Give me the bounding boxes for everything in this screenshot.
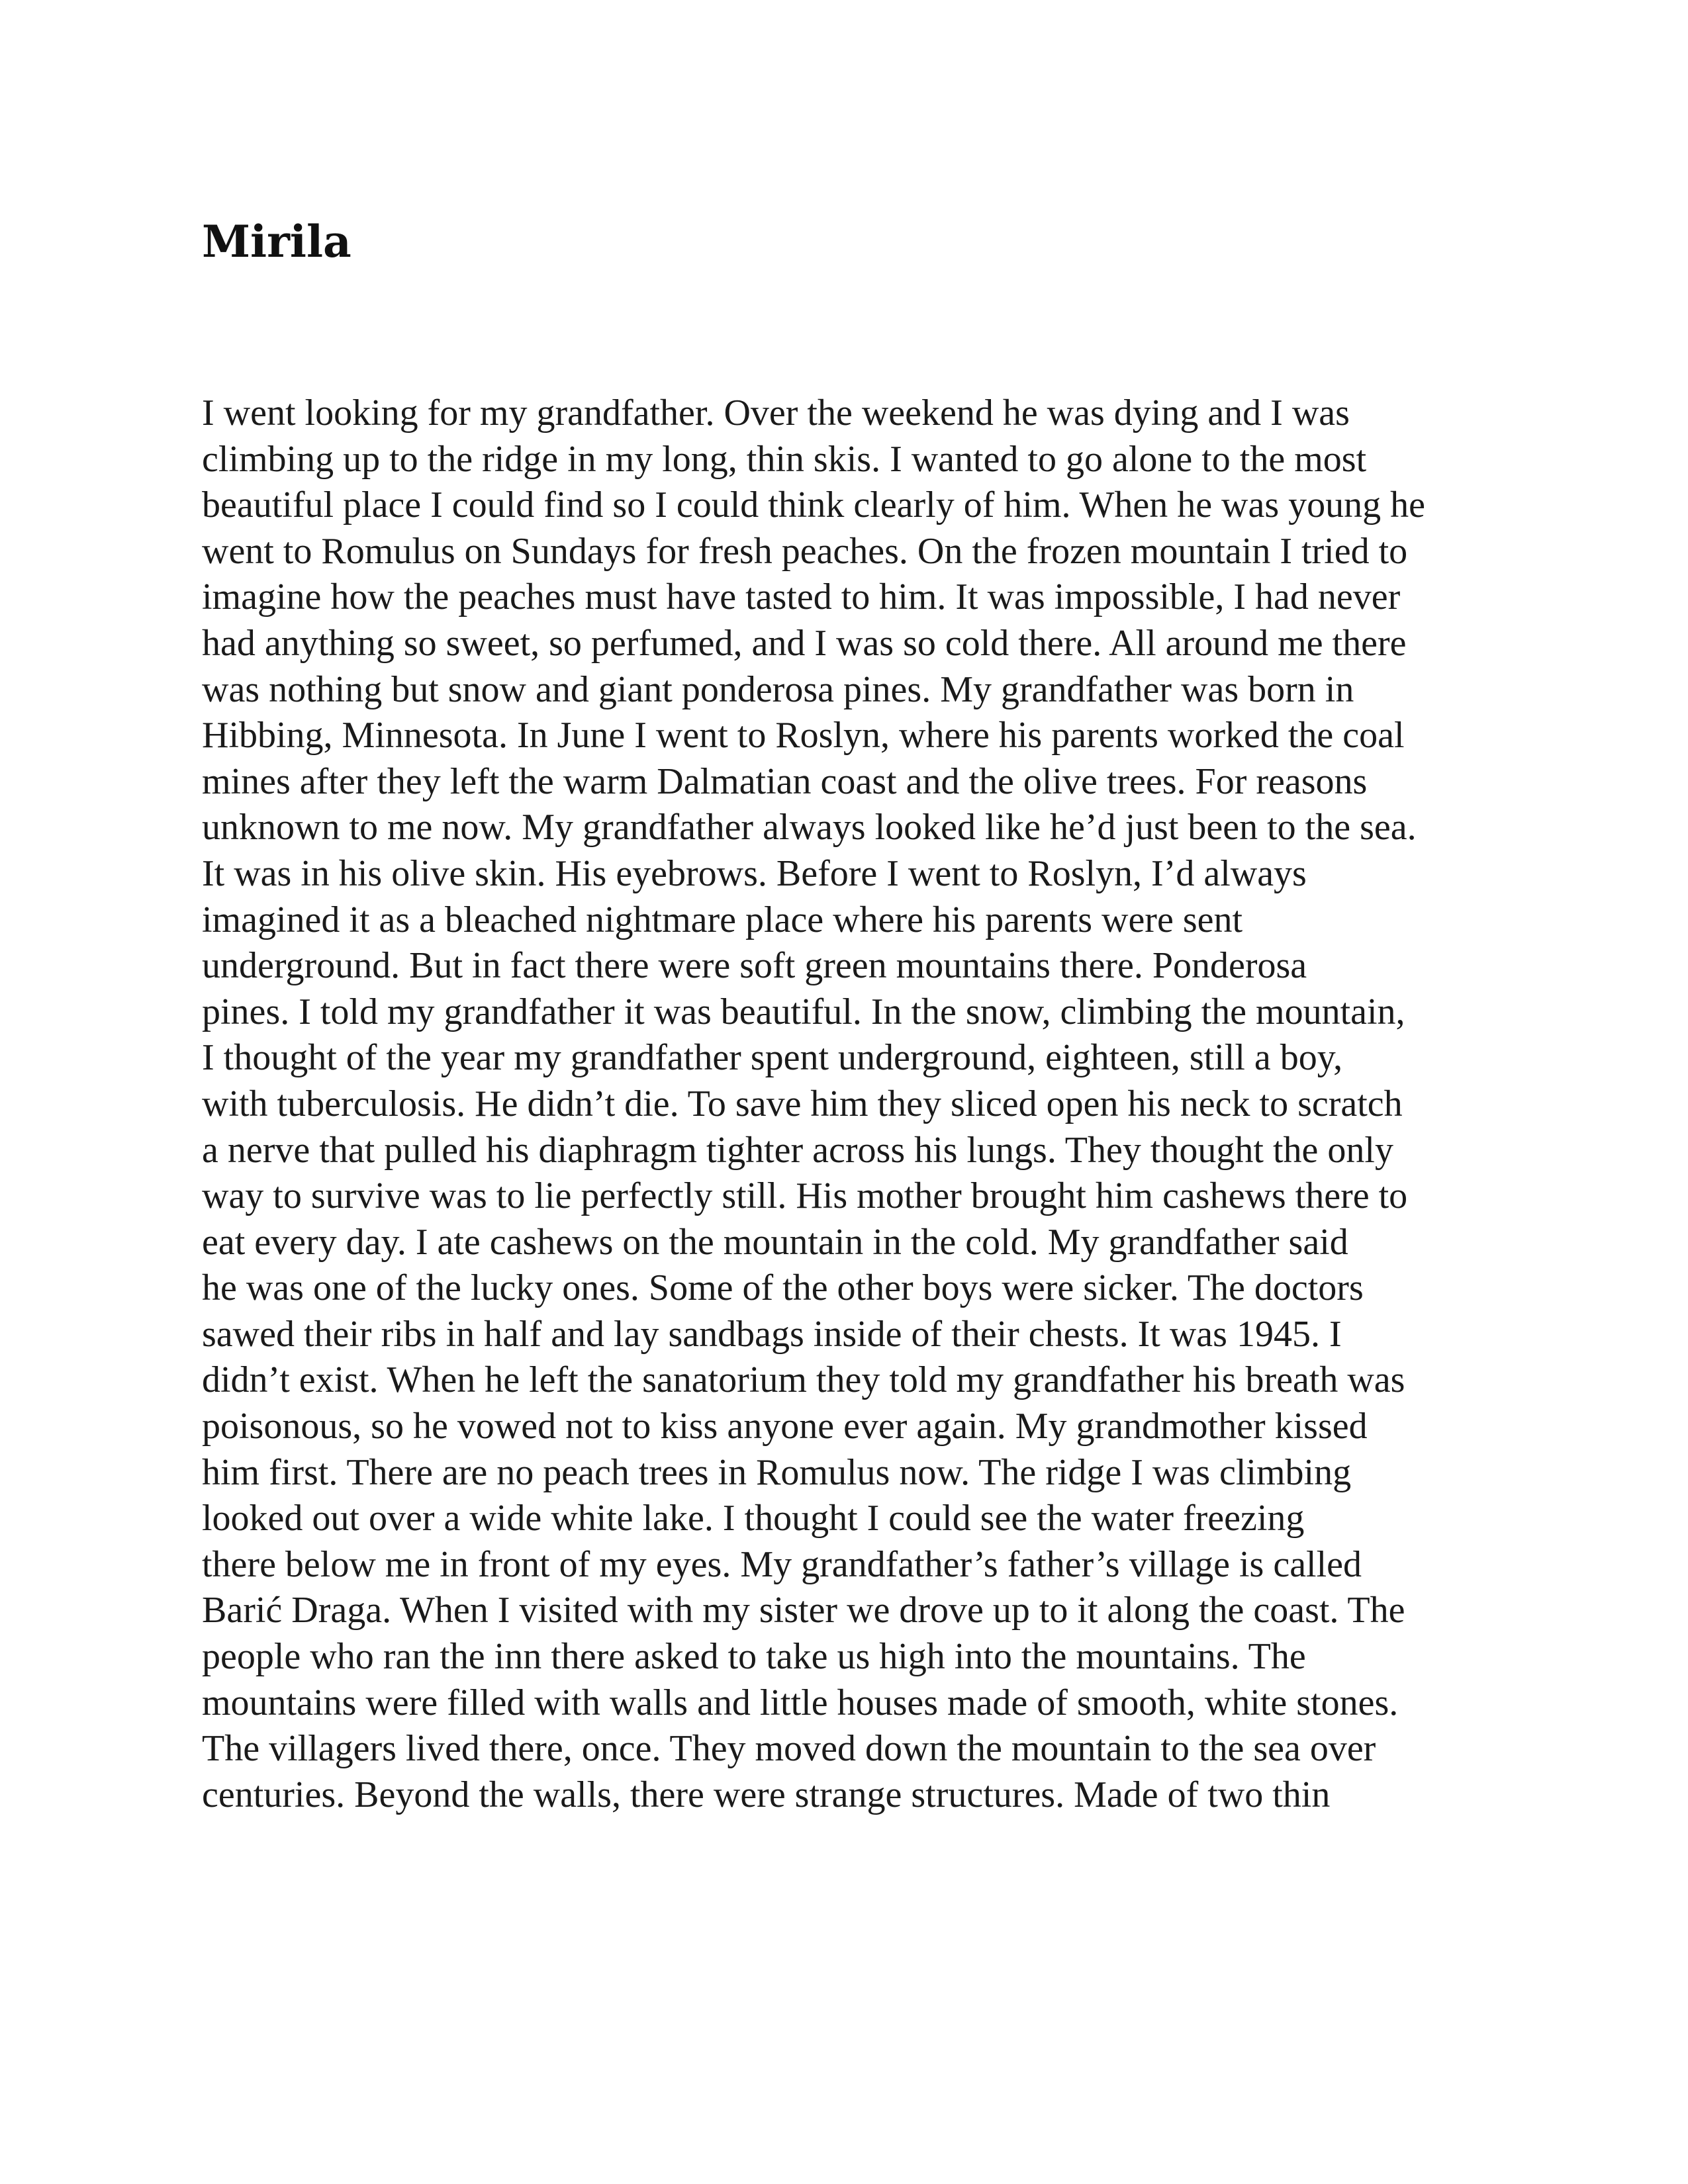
text-line: him first. There are no peach trees in Romulus now. The ridge I was climbing [202,1451,1352,1493]
text-line: Barić Draga. When I visited with my sister we drove up to it along the coast. The [202,1590,1405,1631]
text-line: looked out over a wide white lake. I thought I could see the water freezing [202,1498,1305,1539]
text-line: mountains were filled with walls and little houses made of smooth, white stones. [202,1682,1399,1723]
text-line: I went looking for my grandfather. Over the weekend he was dying and I was [202,392,1350,433]
text-line: mines after they left the warm Dalmatian coast and the olive trees. For reasons [202,760,1368,802]
text-line: centuries. Beyond the walls, there were strange structures. Made of two thin [202,1774,1331,1815]
text-line: people who ran the inn there asked to take us high into the mountains. The [202,1636,1306,1678]
text-line: sawed their ribs in half and lay sandbags inside of their chests. It was 1945. I [202,1313,1342,1355]
text-line: poisonous, so he vowed not to kiss anyone ever again. My grandmother kissed [202,1406,1368,1447]
text-line: The villagers lived there, once. They moved down the mountain to the sea over [202,1728,1376,1770]
text-line: way to survive was to lie perfectly still. His mother brought him cashews there to [202,1175,1408,1217]
text-line: unknown to me now. My grandfather always looked like he’d just been to the sea. [202,807,1417,848]
text-line: imagine how the peaches must have tasted to him. It was impossible, I had never [202,576,1401,618]
text-line: imagined it as a bleached nightmare place where his parents were sent [202,899,1243,940]
text-line: I thought of the year my grandfather spent underground, eighteen, still a boy, [202,1037,1343,1079]
text-line: had anything so sweet, so perfumed, and I was so cold there. All around me there [202,622,1407,664]
text-line: with tuberculosis. He didn’t die. To save him they sliced open his neck to scratch [202,1083,1403,1124]
text-line: a nerve that pulled his diaphragm tighter across his lungs. They thought the only [202,1129,1393,1171]
text-line: Hibbing, Minnesota. In June I went to Roslyn, where his parents worked the coal [202,715,1405,756]
text-line: beautiful place I could find so I could think clearly of him. When he was young he [202,484,1425,526]
text-line: didn’t exist. When he left the sanatorium they told my grandfather his breath was [202,1359,1405,1401]
text-line: there below me in front of my eyes. My grandfather’s father’s village is called [202,1543,1362,1585]
text-line: pines. I told my grandfather it was beautiful. In the snow, climbing the mountain, [202,991,1405,1032]
text-line: climbing up to the ridge in my long, thin skis. I wanted to go alone to the most [202,438,1367,480]
text-line: went to Romulus on Sundays for fresh peaches. On the frozen mountain I tried to [202,530,1408,572]
text-line: he was one of the lucky ones. Some of the other boys were sicker. The doctors [202,1267,1364,1309]
text-line: It was in his olive skin. His eyebrows. Before I went to Roslyn, I’d always [202,852,1307,894]
body-paragraph [202,390,1605,1818]
text-line: eat every day. I ate cashews on the mountain in the cold. My grandfather said [202,1221,1348,1263]
text-line: underground. But in fact there were soft green mountains there. Ponderosa [202,945,1307,987]
page-title: Mirila [202,216,352,267]
text-line: was nothing but snow and giant ponderosa pines. My grandfather was born in [202,668,1354,710]
